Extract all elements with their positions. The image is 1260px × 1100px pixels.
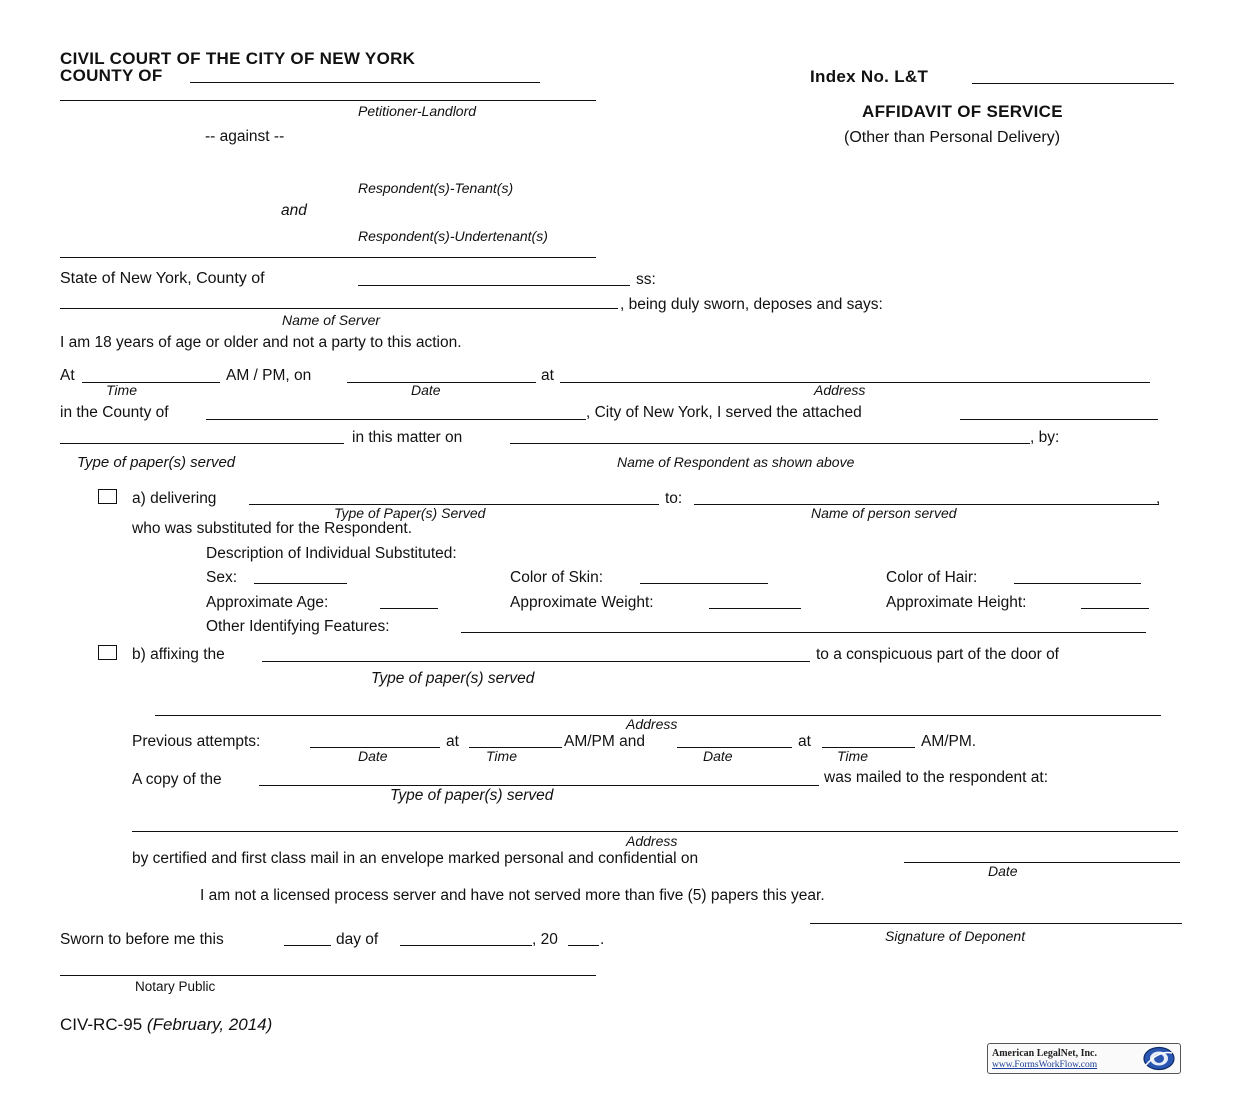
city-served-text: , City of New York, I served the attached (586, 404, 862, 421)
form-id-date: (February, 2014) (146, 1015, 273, 1034)
at-address-text: at (541, 367, 554, 384)
ss-text: ss: (636, 271, 656, 288)
service-date-field[interactable] (347, 382, 536, 383)
description-heading: Description of Individual Substituted: (206, 545, 457, 562)
hair-color-label: Color of Hair: (886, 569, 978, 586)
server-name-caption: Name of Server (282, 312, 381, 328)
attempt2-time-caption: Time (837, 748, 868, 764)
previous-attempts-label: Previous attempts: (132, 733, 261, 750)
option-a-delivering: a) delivering (132, 490, 217, 507)
papers-type-caption: Type of paper(s) served (77, 454, 236, 471)
form-id-code: CIV-RC-95 (60, 1015, 143, 1034)
attached-papers-field[interactable] (960, 419, 1158, 420)
attempt2-date-caption: Date (703, 748, 733, 764)
address-caption: Address (814, 382, 866, 398)
papers-type-field[interactable] (60, 443, 344, 444)
sworn-before-text: Sworn to before me this (60, 931, 224, 948)
attempt-ampm-and: AM/PM and (564, 733, 645, 750)
time-caption: Time (106, 382, 137, 398)
in-county-text: in the County of (60, 404, 169, 421)
petitioner-line[interactable] (60, 100, 596, 101)
year-prefix: , 20 (532, 931, 558, 948)
mailing-date-caption: Date (988, 863, 1018, 879)
other-features-field[interactable] (461, 632, 1146, 633)
service-time-field[interactable] (82, 382, 220, 383)
delivering-comma: , (1156, 490, 1161, 507)
mailed-papers-field[interactable] (259, 785, 819, 786)
age-label: Approximate Age: (206, 594, 329, 611)
brand-logo[interactable] (987, 1043, 1181, 1074)
form-subtitle: (Other than Personal Delivery) (844, 129, 1061, 146)
respondent-name-field[interactable] (510, 443, 1030, 444)
attempt1-date-caption: Date (358, 748, 388, 764)
county-field[interactable] (190, 82, 540, 83)
respondent-tenant-caption: Respondent(s)-Tenant(s) (358, 180, 514, 196)
mailed-text: was mailed to the respondent at: (824, 769, 1049, 786)
sworn-year-field[interactable] (568, 945, 599, 946)
affixed-papers-caption: Type of paper(s) served (371, 670, 535, 687)
by-text: , by: (1030, 429, 1060, 446)
option-b-checkbox[interactable] (98, 645, 117, 660)
delivered-papers-caption: Type of Paper(s) Served (334, 505, 486, 521)
day-of-text: day of (336, 931, 379, 948)
option-a-checkbox[interactable] (98, 489, 117, 504)
sworn-day-field[interactable] (284, 945, 331, 946)
mailing-address-caption: Address (626, 833, 678, 849)
respondent-undertenant-caption: Respondent(s)-Undertenant(s) (358, 228, 548, 244)
sworn-period: . (600, 931, 605, 948)
court-title: CIVIL COURT OF THE CITY OF NEW YORK (60, 49, 416, 68)
weight-label: Approximate Weight: (510, 594, 654, 611)
caption-bottom-line (60, 257, 596, 258)
county-label: COUNTY OF (60, 66, 163, 85)
deponent-signature-field[interactable] (810, 923, 1182, 924)
server-name-field[interactable] (60, 308, 618, 309)
ampm-on-text: AM / PM, on (226, 367, 312, 384)
notary-signature-field[interactable] (60, 975, 596, 976)
form-title: AFFIDAVIT OF SERVICE (862, 102, 1063, 121)
affixed-papers-field[interactable] (262, 661, 810, 662)
mailed-papers-caption: Type of paper(s) served (390, 787, 554, 804)
index-label: Index No. L&T (810, 67, 929, 86)
at-text: At (60, 367, 75, 384)
attempt-ampm-end: AM/PM. (921, 733, 977, 750)
respondent-name-caption: Name of Respondent as shown above (617, 454, 855, 470)
age-statement: I am 18 years of age or older and not a party to this action. (60, 334, 462, 351)
service-county-field[interactable] (206, 419, 586, 420)
substituted-text: who was substituted for the Respondent. (132, 520, 413, 537)
copy-text: A copy of the (132, 771, 222, 788)
in-matter-text: in this matter on (352, 429, 463, 446)
door-address-caption: Address (626, 716, 678, 732)
attempt1-time-caption: Time (486, 748, 517, 764)
globe-icon (1142, 1046, 1176, 1071)
and-text: and (281, 202, 307, 219)
height-label: Approximate Height: (886, 594, 1027, 611)
sworn-text: , being duly sworn, deposes and says: (620, 296, 883, 313)
attempt2-time-field[interactable] (822, 747, 915, 748)
option-b-affixing: b) affixing the (132, 646, 225, 663)
venue-county-field[interactable] (358, 285, 630, 286)
hair-color-field[interactable] (1014, 583, 1141, 584)
skin-color-field[interactable] (640, 583, 768, 584)
index-number-field[interactable] (972, 83, 1174, 84)
brand-name: American LegalNet, Inc. (992, 1048, 1097, 1059)
person-served-caption: Name of person served (811, 505, 957, 521)
form-id (60, 1016, 272, 1033)
attempt2-at: at (798, 733, 811, 750)
against-text: -- against -- (205, 128, 285, 145)
mailing-address-field[interactable] (132, 831, 1178, 832)
skin-color-label: Color of Skin: (510, 569, 604, 586)
certified-mail-text: by certified and first class mail in an envelope marked personal and confidential on (132, 850, 699, 867)
to-text: to: (665, 490, 683, 507)
weight-field[interactable] (709, 608, 801, 609)
license-statement: I am not a licensed process server and have not served more than five (5) papers this year. (200, 887, 825, 904)
attempt1-at: at (446, 733, 459, 750)
other-features-label: Other Identifying Features: (206, 618, 390, 635)
deponent-signature-caption: Signature of Deponent (885, 928, 1026, 944)
mailing-date-field[interactable] (904, 862, 1180, 863)
notary-caption: Notary Public (135, 979, 216, 994)
state-county-text: State of New York, County of (60, 270, 265, 287)
sex-field[interactable] (254, 583, 347, 584)
attempt2-date-field[interactable] (677, 747, 792, 748)
sworn-month-field[interactable] (400, 945, 532, 946)
door-text: to a conspicuous part of the door of (816, 646, 1059, 663)
petitioner-caption: Petitioner-Landlord (358, 103, 477, 119)
height-field[interactable] (1081, 608, 1149, 609)
date-caption: Date (411, 382, 441, 398)
sex-label: Sex: (206, 569, 238, 586)
age-field[interactable] (380, 608, 438, 609)
brand-url[interactable]: www.FormsWorkFlow.com (992, 1060, 1098, 1070)
